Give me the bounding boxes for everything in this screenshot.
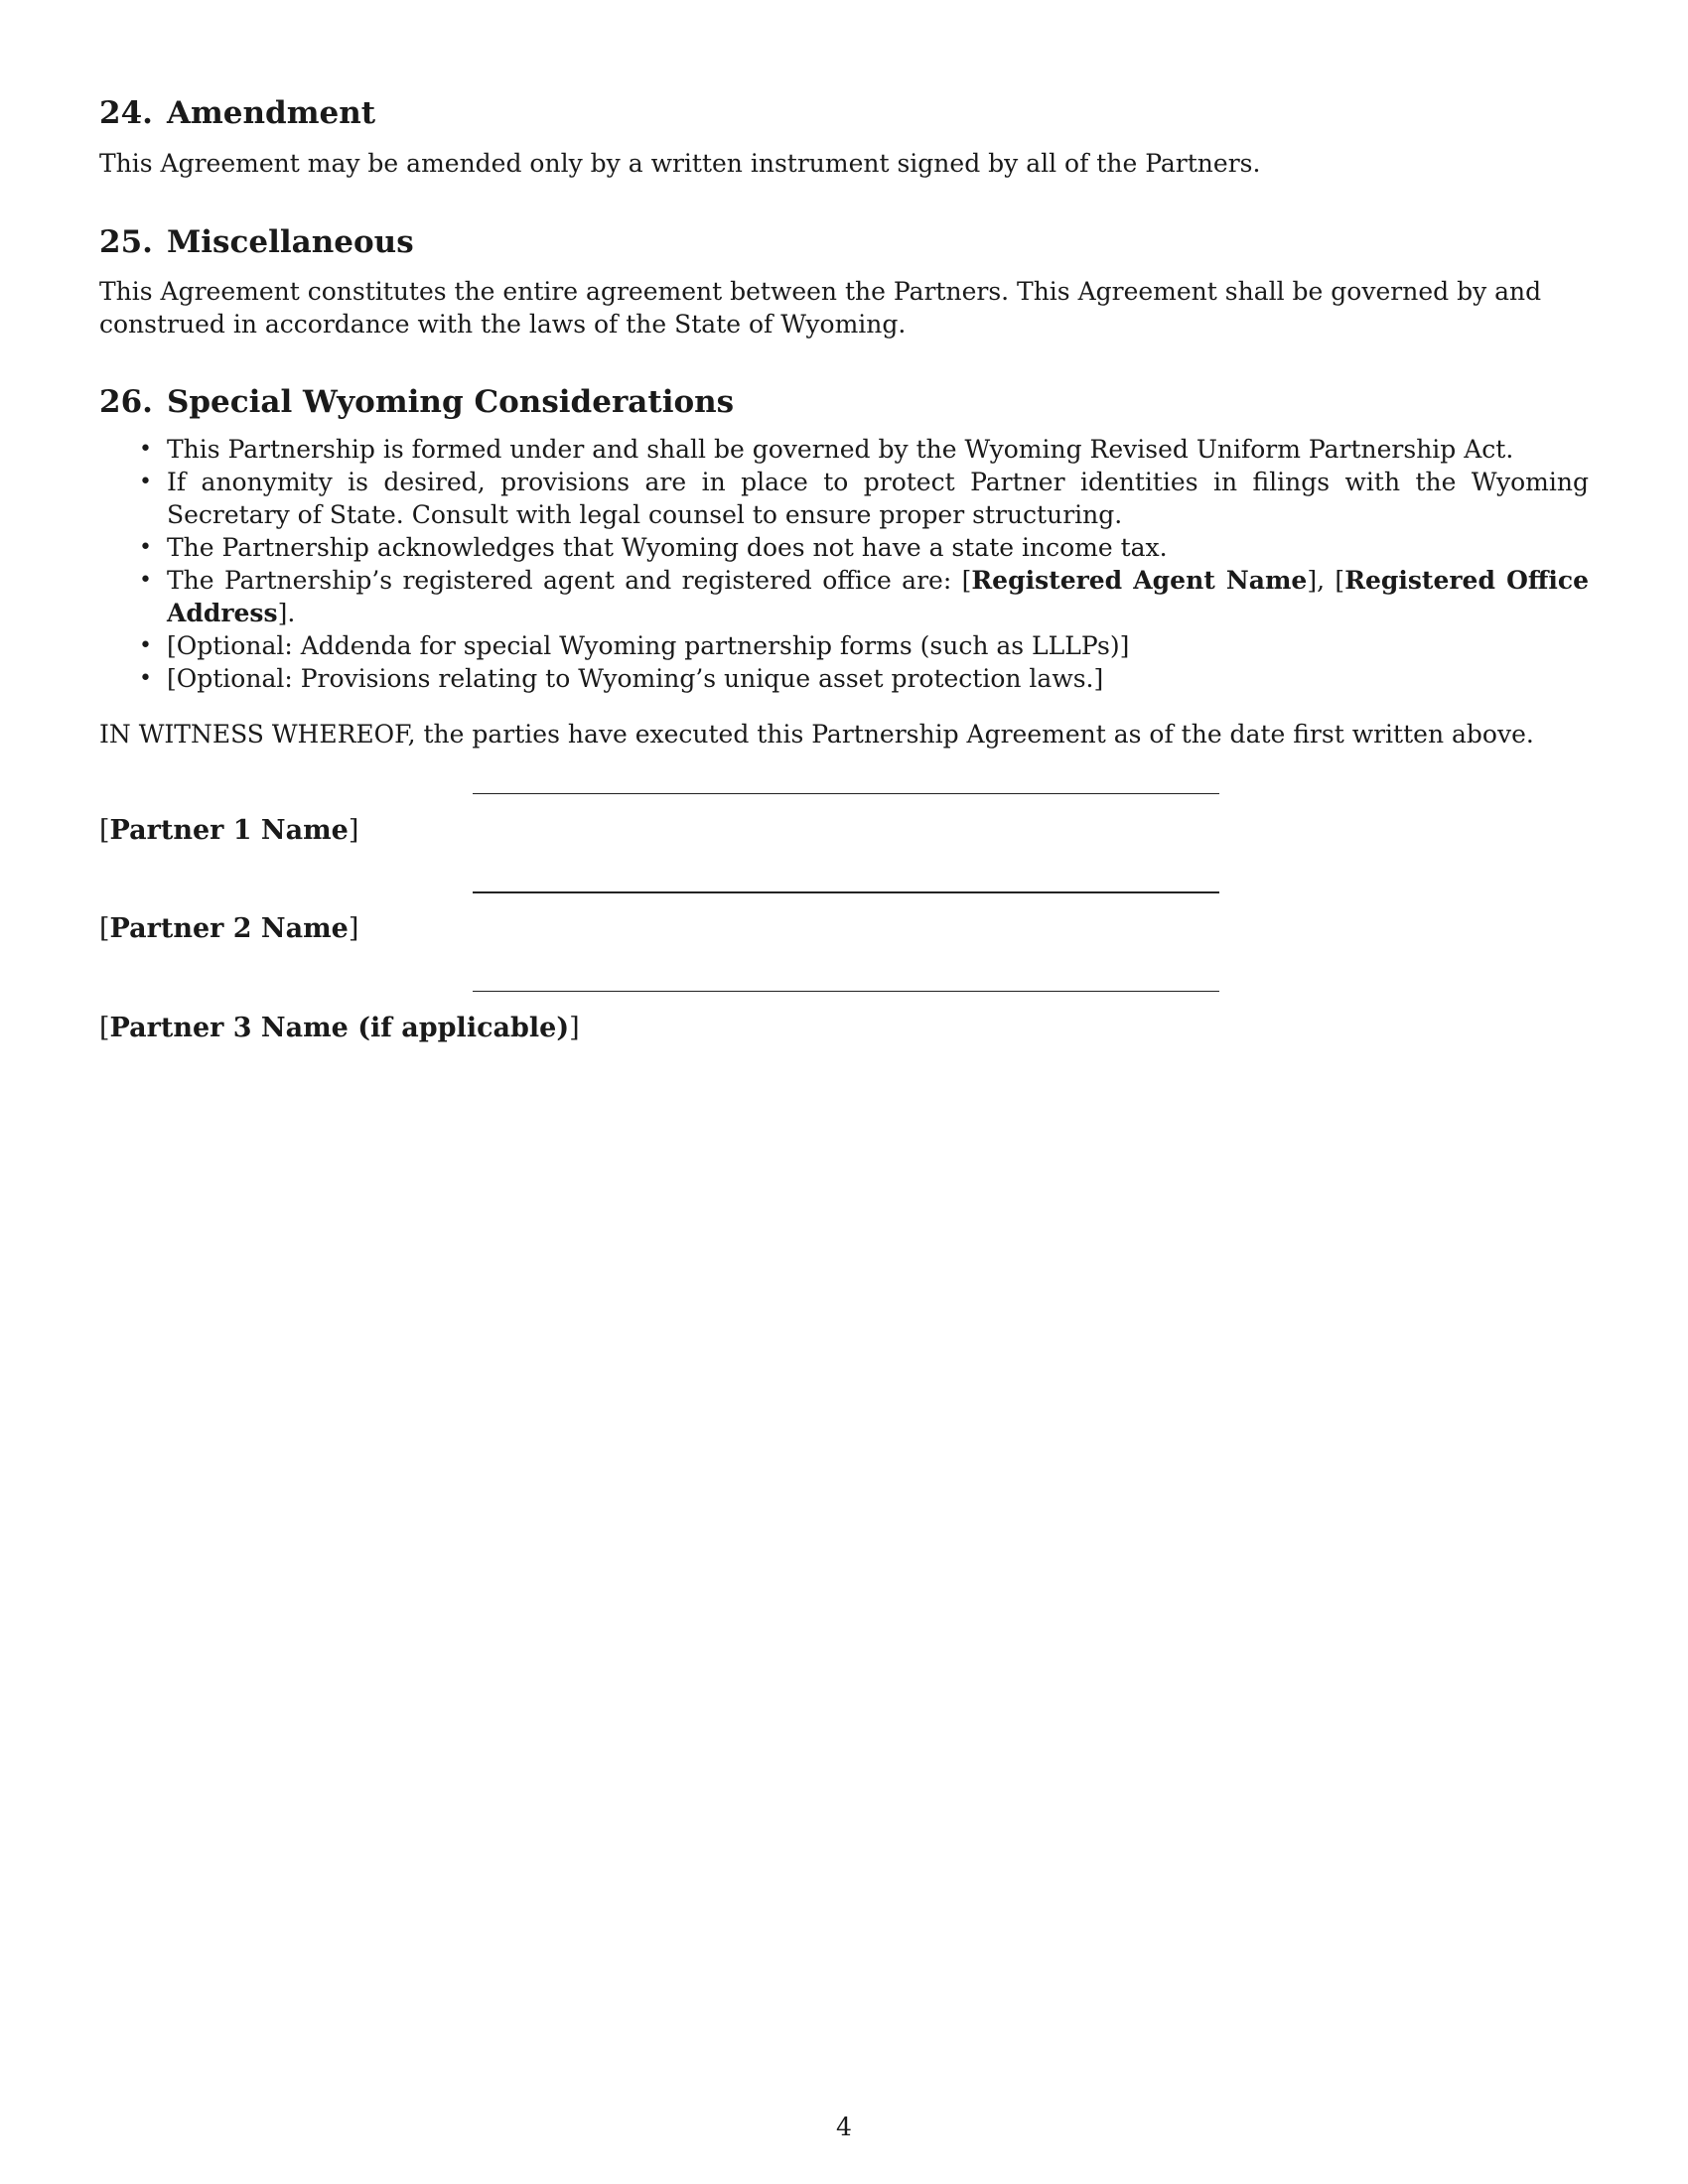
list-item: • [Optional: Addenda for special Wyoming partnership forms (such as LLLPs)]	[167, 629, 1589, 662]
section-text: This Agreement constitutes the entire agreement between the Partners. This Agreement shall be governed by and construed in accordance with the laws of the State of Wyoming.	[99, 277, 1542, 339]
partner-2-name: Partner 2 Name	[109, 913, 349, 944]
list-item: • The Partnership’s registered agent and registered office are: [Registered Agent Name], [Registered Office Address].	[167, 564, 1589, 629]
section-special-wyoming-considerations	[99, 383, 1589, 695]
considerations-list	[99, 433, 1589, 695]
section-number: 25.	[99, 224, 153, 260]
section-heading	[99, 94, 1260, 132]
section-text: This Agreement may be amended only by a written instrument signed by all of the Partners.	[99, 149, 1261, 178]
partner-name-label: [Partner 3 Name (if applicable)]	[99, 1013, 580, 1043]
section-number: 26.	[99, 384, 153, 420]
section-title: Special Wyoming Considerations	[166, 384, 735, 420]
list-item: • This Partnership is formed under and shall be governed by the Wyoming Revised Uniform Partnership Act.	[167, 433, 1589, 466]
list-item: • [Optional: Provisions relating to Wyoming’s unique asset protection laws.]	[167, 662, 1589, 695]
partner-name-label: [Partner 1 Name]	[99, 815, 359, 846]
partner-name-label: [Partner 2 Name]	[99, 913, 359, 944]
witness-clause: IN WITNESS WHEREOF, the parties have executed this Partnership Agreement as of the date first written above.	[99, 720, 1534, 749]
list-item: • If anonymity is desired, provisions are in place to protect Partner identities in filings with the Wyoming Secretary of State. Consult with legal counsel to ensure proper structuring.	[167, 466, 1589, 531]
section-miscellaneous	[99, 223, 1589, 341]
partner-3-name: Partner 3 Name (if applicable)	[109, 1013, 570, 1043]
section-heading	[99, 223, 1589, 261]
section-title: Miscellaneous	[166, 224, 414, 260]
section-title: Amendment	[166, 95, 376, 131]
registered-office-placeholder: Registered Office Address	[167, 566, 1589, 627]
section-number: 24.	[99, 95, 153, 131]
list-item-text: The Partnership’s registered agent and registered office are:	[167, 566, 962, 595]
section-heading	[99, 383, 1589, 421]
section-amendment	[99, 94, 1260, 180]
list-item: • The Partnership acknowledges that Wyoming does not have a state income tax.	[167, 531, 1589, 564]
signature-line	[473, 793, 1219, 794]
partner-1-name: Partner 1 Name	[109, 815, 349, 846]
signature-line	[473, 891, 1219, 893]
page-number: 4	[836, 2113, 852, 2141]
registered-agent-placeholder: Registered Agent Name	[971, 566, 1308, 595]
signature-line	[473, 991, 1219, 992]
